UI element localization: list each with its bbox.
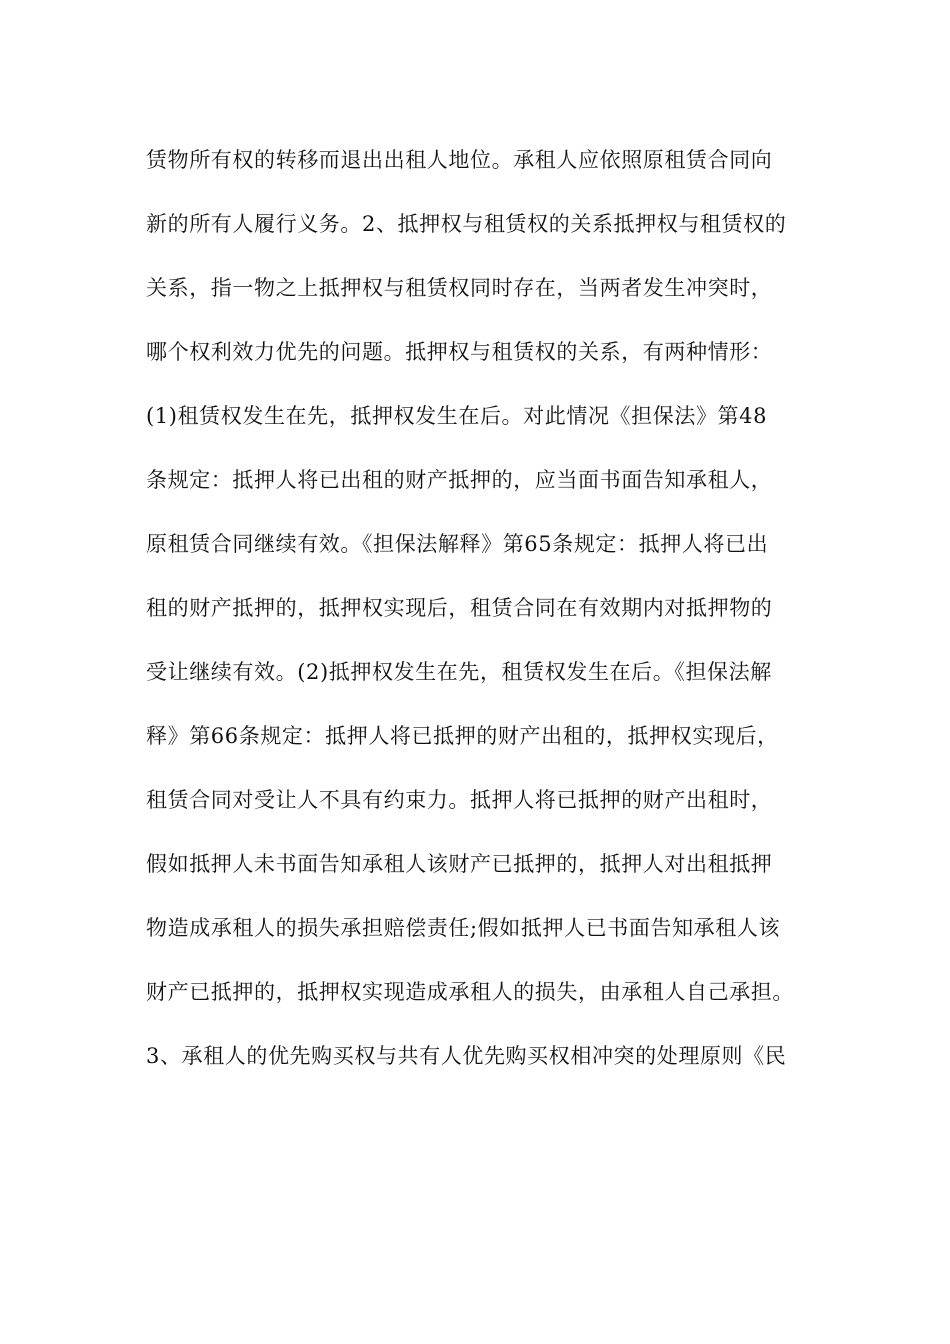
text-line: 假如抵押人未书面告知承租人该财产已抵押的，抵押人对出租抵押 (146, 852, 773, 876)
text-line: 关系，指一物之上抵押权与租赁权同时存在，当两者发生冲突时， (146, 276, 773, 300)
text-line: 3、承租人的优先购买权与共有人优先购买权相冲突的处理原则《民 (146, 1044, 787, 1068)
document-body (146, 128, 846, 1088)
text-line: 新的所有人履行义务。2、抵押权与租赁权的关系抵押权与租赁权的 (146, 212, 787, 236)
text-line: (1)租赁权发生在先，抵押权发生在后。对此情况《担保法》第48 (146, 404, 768, 428)
text-line: 原租赁合同继续有效。《担保法解释》第65条规定：抵押人将已出 (146, 532, 769, 556)
text-line: 释》第66条规定：抵押人将已抵押的财产出租的，抵押权实现后， (146, 724, 779, 748)
text-line: 条规定：抵押人将已出租的财产抵押的，应当面书面告知承租人， (146, 468, 773, 492)
text-line: 受让继续有效。(2)抵押权发生在先，租赁权发生在后。《担保法解 (146, 660, 772, 684)
text-line: 租赁合同对受让人不具有约束力。抵押人将已抵押的财产出租时， (146, 788, 773, 812)
text-line: 物造成承租人的损失承担赔偿责任;假如抵押人已书面告知承租人该 (146, 916, 781, 940)
text-line: 租的财产抵押的，抵押权实现后，租赁合同在有效期内对抵押物的 (146, 596, 773, 620)
text-line: 赁物所有权的转移而退出出租人地位。承租人应依照原租赁合同向 (146, 148, 773, 172)
text-line: 财产已抵押的，抵押权实现造成承租人的损失，由承租人自己承担。 (146, 980, 794, 1004)
text-line: 哪个权利效力优先的问题。抵押权与租赁权的关系，有两种情形： (146, 340, 773, 364)
